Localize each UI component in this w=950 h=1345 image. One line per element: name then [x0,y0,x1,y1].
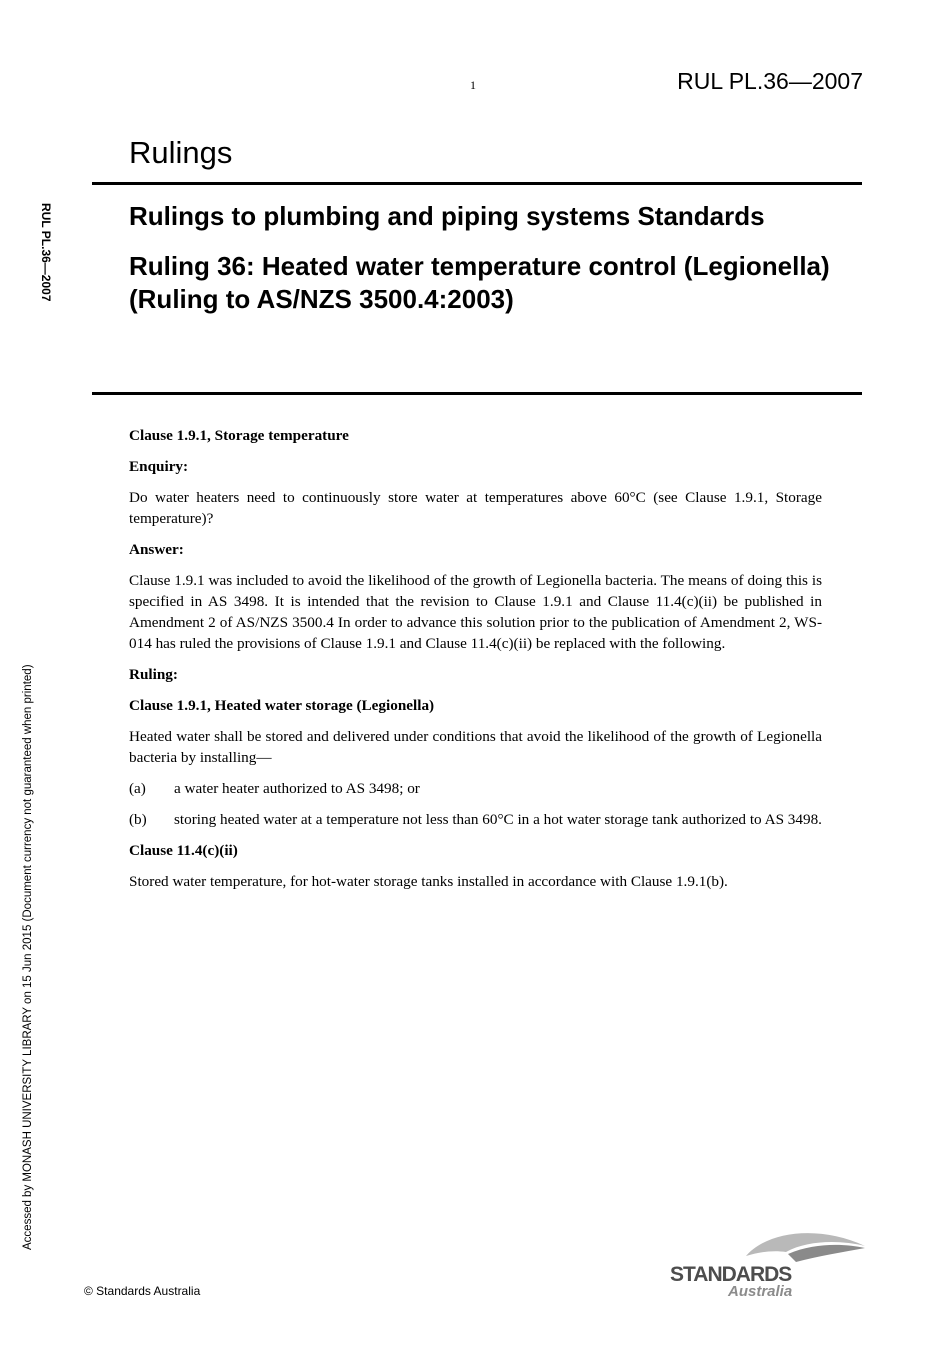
side-document-reference: RUL PL.36—2007 [39,203,53,302]
enquiry-label: Enquiry: [129,458,189,475]
section-title: Rulings [129,135,233,170]
logo-wordmark: STANDARDS [670,1263,792,1286]
document-reference: RUL PL.36—2007 [677,68,863,94]
copyright: © Standards Australia [84,1284,201,1298]
top-divider [92,182,862,185]
bottom-divider [92,392,862,395]
page-number: 1 [470,78,476,92]
ruling-label: Ruling: [129,666,178,683]
logo-subword: Australia [728,1283,793,1298]
enquiry-text: Do water heaters need to continuously store water at temperatures above 60°C (see Clause 1.9.1, Storage temperature)? [129,489,822,527]
ruling-text: Heated water shall be stored and delivered under conditions that avoid the likelihood of the growth of Legionella bacteria by installing— [129,728,822,766]
ruling-clause-heading: Clause 1.9.1, Heated water storage (Legionella) [129,697,435,714]
heading-block [129,200,849,316]
ruling-subheading: (Ruling to AS/NZS 3500.4:2003) [129,284,514,314]
answer-label: Answer: [129,541,184,558]
answer-text: Clause 1.9.1 was included to avoid the likelihood of the growth of Legionella bacteria. The means of doing this is specified in AS 3498. It is intended that the revision to Clause 1.9.1 and Clause 11.4(c)(ii) be published in Amendment 2 of AS/NZS 3500.4 In order to advance this solution prior to the publication of Amendment 2, WS-014 has ruled the provisions of Clause 1.9.1 and Clause 11.4(c)(ii) be replaced with the following. [129,572,822,652]
list-item-label: (a) [129,780,146,797]
list-item [129,778,822,799]
access-note: Accessed by MONASH UNIVERSITY LIBRARY on 15 Jun 2015 (Document currency not guaranteed when printed) [22,664,34,1250]
clause2-text: Stored water temperature, for hot-water storage tanks installed in accordance with Clause 1.9.1(b). [129,873,728,890]
clause-heading: Clause 1.9.1, Storage temperature [129,427,349,444]
logo-swoosh-shadow-icon [788,1245,865,1262]
main-heading: Rulings to plumbing and piping systems Standards [129,201,765,231]
clause2-heading: Clause 11.4(c)(ii) [129,842,238,859]
standards-australia-logo [668,1226,868,1298]
list-item-text: storing heated water at a temperature not less than 60°C in a hot water storage tank authorized to AS 3498. [174,811,822,828]
list-item-label: (b) [129,811,147,828]
list-item-text: a water heater authorized to AS 3498; or [174,780,420,797]
ruling-body [129,425,822,892]
ruling-heading: Ruling 36: Heated water temperature control (Legionella) [129,251,830,281]
list-item [129,809,822,830]
